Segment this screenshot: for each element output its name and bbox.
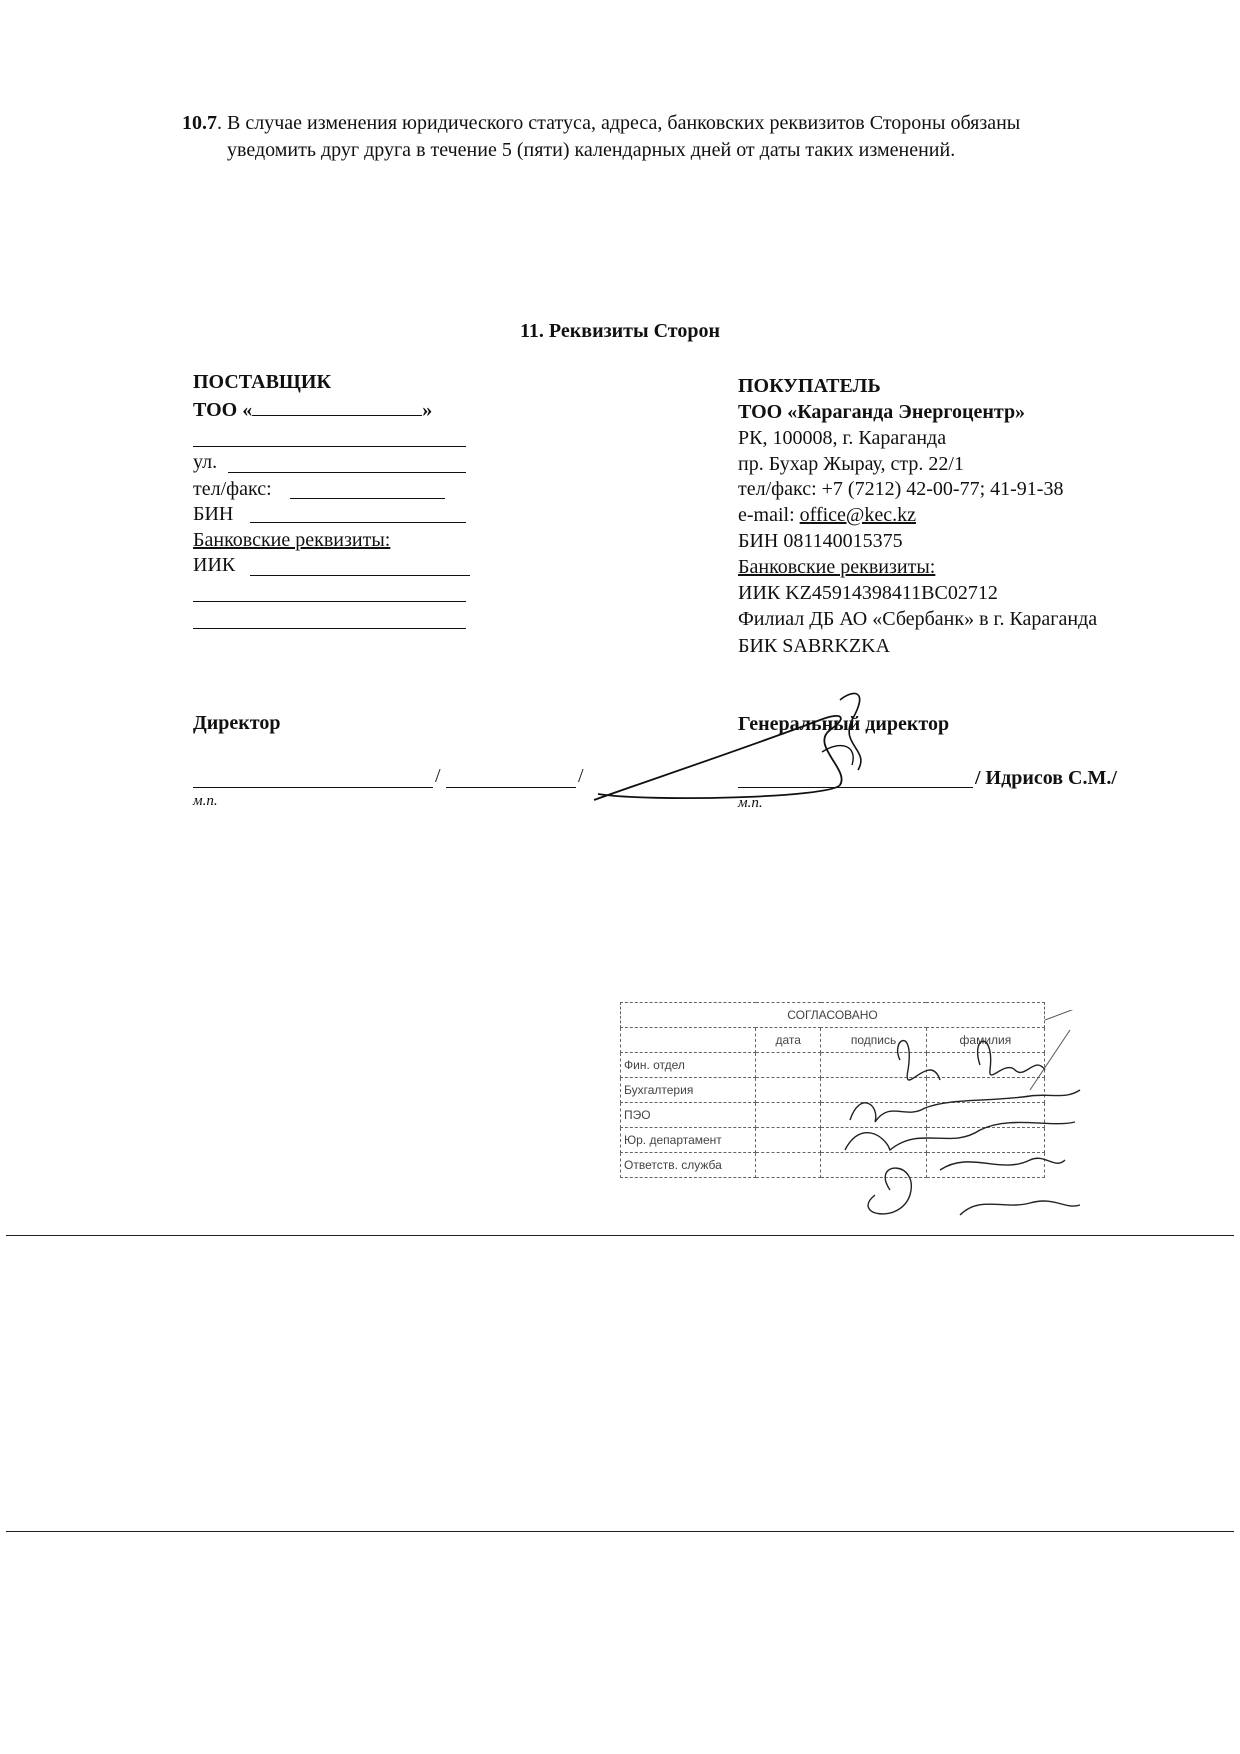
approval-col-surname: фамилия — [926, 1028, 1044, 1053]
supplier-street-line — [228, 472, 466, 473]
approval-row-label: Юр. департамент — [621, 1128, 756, 1153]
buyer-heading: ПОКУПАТЕЛЬ — [738, 375, 881, 397]
supplier-iik-label: ИИК — [193, 554, 236, 576]
approval-signatures-image — [830, 1010, 1090, 1235]
supplier-bank-line-1 — [193, 601, 466, 602]
supplier-iik-line — [250, 575, 470, 576]
clause-number: 10.7 — [182, 112, 217, 134]
buyer-bank-heading: Банковские реквизиты: — [738, 556, 936, 578]
buyer-position: Генеральный директор — [738, 713, 950, 735]
supplier-signature-line — [193, 787, 433, 788]
supplier-org-blank — [252, 397, 422, 416]
supplier-slash-2: / — [578, 765, 584, 787]
supplier-name-line — [446, 787, 576, 788]
buyer-bank-name: Филиал ДБ АО «Сбербанк» в г. Караганда — [738, 608, 1098, 630]
page-divider-top — [6, 1235, 1234, 1236]
supplier-org — [193, 397, 432, 422]
buyer-address-2: пр. Бухар Жырау, стр. 22/1 — [738, 453, 964, 475]
supplier-phone-label: тел/факс: — [193, 478, 272, 500]
supplier-bank-line-2 — [193, 628, 466, 629]
director-signature-image — [590, 690, 950, 810]
supplier-blank-line — [193, 446, 466, 447]
supplier-slash-1: / — [435, 765, 441, 787]
buyer-iik: ИИК KZ45914398411BC02712 — [738, 582, 998, 604]
approval-col-date: дата — [756, 1028, 821, 1053]
approval-row-label: Ответств. служба — [621, 1153, 756, 1178]
supplier-org-suffix: » — [422, 399, 433, 421]
section-title: 11. Реквизиты Сторон — [520, 320, 720, 342]
clause-line-1: . В случае изменения юридического статуса, адреса, банковских реквизитов Стороны обязаны — [217, 112, 1021, 134]
approval-col-signature: подпись — [821, 1028, 926, 1053]
buyer-org: ТОО «Караганда Энергоцентр» — [738, 401, 1026, 423]
page-divider-bottom — [6, 1531, 1234, 1532]
supplier-street-label: ул. — [193, 451, 218, 473]
buyer-email-link[interactable]: office@kec.kz — [799, 504, 916, 526]
approval-title: СОГЛАСОВАНО — [621, 1003, 1045, 1028]
approval-header-blank — [621, 1028, 756, 1053]
buyer-address-1: РК, 100008, г. Караганда — [738, 427, 947, 449]
buyer-bik: БИК SABRKZKA — [738, 635, 891, 657]
approval-row-label: Фин. отдел — [621, 1053, 756, 1078]
supplier-heading: ПОСТАВЩИК — [193, 371, 331, 393]
clause-line-2: уведомить друг друга в течение 5 (пяти) календарных дней от даты таких изменений. — [227, 139, 956, 161]
buyer-email-label: e-mail: — [738, 504, 800, 526]
buyer-seal: м.п. — [738, 795, 763, 811]
supplier-phone-line — [290, 498, 445, 499]
clause-10-7 — [182, 110, 1182, 164]
supplier-seal: м.п. — [193, 793, 218, 809]
supplier-bin-line — [250, 522, 466, 523]
buyer-phone: тел/факс: +7 (7212) 42-00-77; 41-91-38 — [738, 478, 1064, 500]
supplier-org-prefix: ТОО « — [193, 399, 253, 421]
supplier-bin-label: БИН — [193, 503, 234, 525]
approval-row-label: ПЭО — [621, 1103, 756, 1128]
buyer-bin: БИН 081140015375 — [738, 530, 903, 552]
supplier-bank-heading: Банковские реквизиты: — [193, 529, 391, 551]
supplier-position: Директор — [193, 712, 281, 734]
approval-row-label: Бухгалтерия — [621, 1078, 756, 1103]
buyer-signatory: / Идрисов С.М./ — [975, 767, 1117, 789]
buyer-email-row — [738, 503, 916, 527]
